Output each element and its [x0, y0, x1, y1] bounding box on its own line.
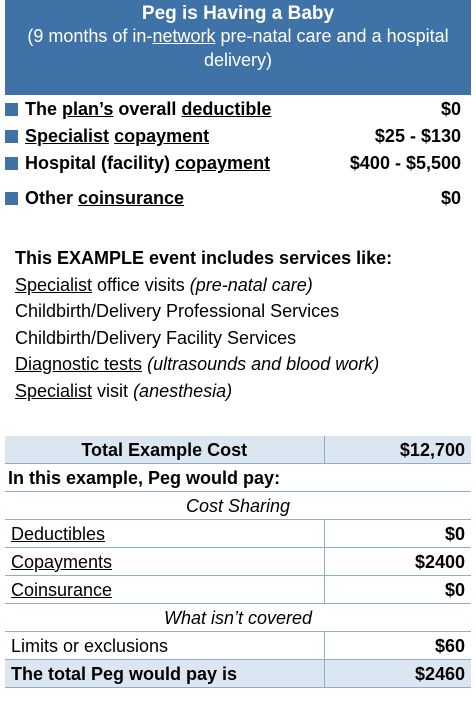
copayments-cell [5, 548, 324, 576]
service-text: visit [92, 380, 134, 401]
pay-heading-row [5, 464, 471, 492]
coinsurance-value: $0 [440, 188, 461, 208]
coinsurance-summary-row [5, 576, 471, 604]
deductible-label [25, 97, 271, 121]
total-cost-label: Total Example Cost [5, 436, 324, 464]
plans-link[interactable]: plan’s [62, 99, 114, 119]
service-note: (pre-natal care) [189, 274, 313, 295]
coinsurance-summary-value: $0 [324, 576, 471, 604]
limits-row [5, 632, 471, 660]
bullet-square-icon [5, 192, 18, 205]
copayments-value: $2400 [324, 548, 471, 576]
specialist-link[interactable]: Specialist [25, 126, 110, 146]
deductibles-cell [5, 520, 324, 548]
deductible-row [5, 97, 467, 121]
limits-value: $60 [324, 632, 471, 660]
coinsurance-link[interactable]: coinsurance [78, 188, 185, 208]
subtitle-text-rest: pre-natal care and a hospital delivery) [203, 26, 449, 70]
total-cost-value: $12,700 [324, 436, 471, 464]
grand-total-value: $2460 [324, 660, 471, 688]
specialist-copayment-label [25, 124, 209, 148]
services-heading: This EXAMPLE event includes services like: [15, 248, 393, 268]
service-item: Childbirth/Delivery Professional Services [15, 301, 340, 321]
grand-total-row [5, 660, 471, 688]
network-link[interactable]: network [152, 26, 216, 46]
service-note: (anesthesia) [133, 380, 233, 401]
total-cost-row [5, 436, 471, 464]
example-banner [5, 0, 471, 95]
subtitle-text: (9 months of in- [27, 26, 153, 46]
bullet-square-icon [5, 157, 18, 170]
service-item [15, 351, 465, 378]
bullet-square-icon [5, 103, 18, 116]
label-text: Other [25, 188, 79, 208]
service-item: Childbirth/Delivery Facility Services [15, 327, 297, 348]
services-section [15, 245, 465, 404]
grand-total-label: The total Peg would pay is [5, 660, 324, 688]
service-text: office visits [92, 274, 190, 295]
coinsurance-link[interactable]: Coinsurance [11, 579, 113, 600]
copayment-link[interactable]: copayment [175, 153, 271, 173]
copayments-link[interactable]: Copayments [11, 551, 113, 572]
label-text: The [25, 99, 63, 119]
deductible-link[interactable]: deductible [181, 99, 272, 119]
cost-sharing-row [5, 492, 471, 520]
label-text: overall [113, 99, 182, 119]
specialist-copayment-value: $25 - $130 [374, 126, 461, 146]
deductible-value: $0 [440, 99, 461, 119]
hospital-copayment-value: $400 - $5,500 [349, 153, 461, 173]
coinsurance-row [5, 186, 467, 210]
copayment-link[interactable]: copayment [114, 126, 210, 146]
not-covered-label: What isn’t covered [5, 604, 471, 632]
bullet-square-icon [5, 130, 18, 143]
specialist-copayment-row [5, 124, 467, 148]
copayments-row [5, 548, 471, 576]
pay-heading: In this example, Peg would pay: [5, 464, 471, 492]
not-covered-row [5, 604, 471, 632]
limits-label: Limits or exclusions [5, 632, 324, 660]
deductibles-value: $0 [324, 520, 471, 548]
coinsurance-cell [5, 576, 324, 604]
coinsurance-label [25, 186, 184, 210]
deductibles-row [5, 520, 471, 548]
cost-sharing-label: Cost Sharing [5, 492, 471, 520]
service-item [15, 272, 465, 299]
hospital-copayment-row [5, 151, 467, 175]
hospital-copayment-label [25, 151, 270, 175]
diagnostic-tests-link[interactable]: Diagnostic tests [15, 354, 143, 374]
label-text: Hospital (facility) [25, 153, 176, 173]
service-item [15, 378, 465, 405]
service-note: (ultrasounds and blood work) [147, 354, 380, 374]
example-subtitle [5, 24, 471, 72]
example-title: Peg is Having a Baby [141, 3, 335, 24]
specialist-link[interactable]: Specialist [15, 274, 93, 295]
deductibles-link[interactable]: Deductibles [11, 523, 106, 544]
specialist-link[interactable]: Specialist [15, 380, 93, 401]
cost-summary-table [5, 436, 471, 688]
